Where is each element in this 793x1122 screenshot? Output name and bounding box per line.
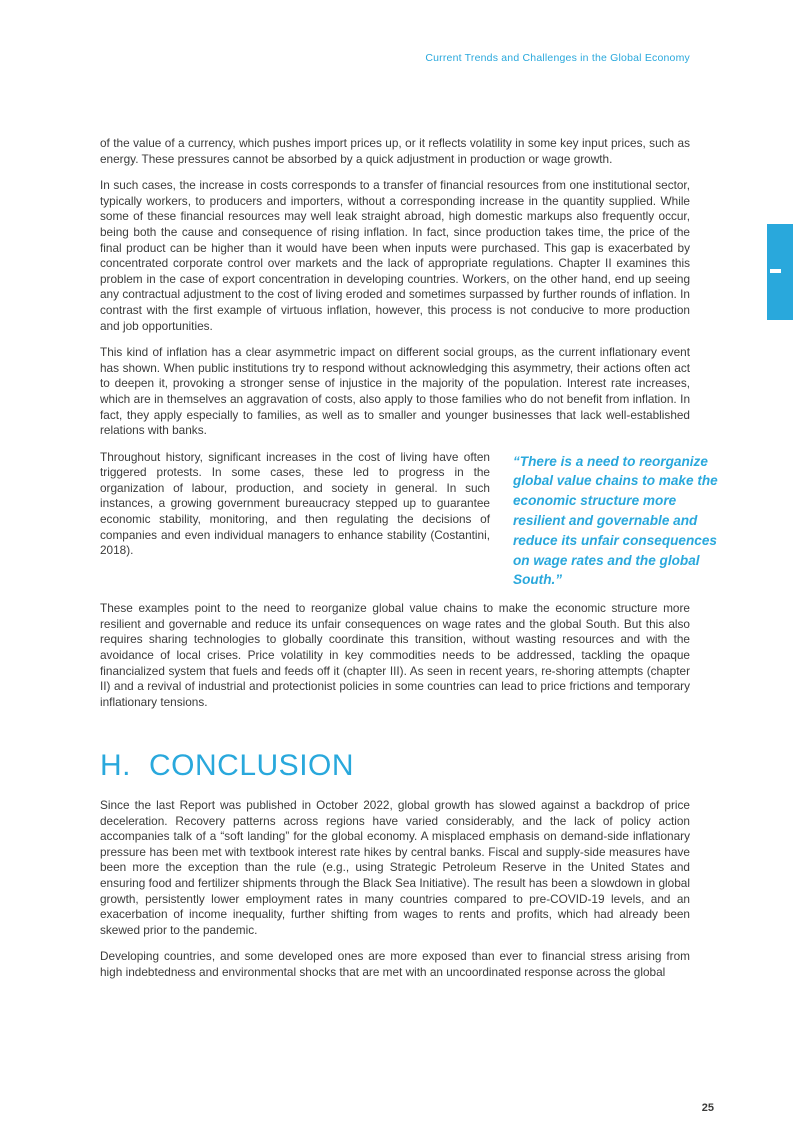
running-header: Current Trends and Challenges in the Global Economy [425, 52, 690, 64]
chapter-tab [767, 224, 793, 320]
page-number: 25 [701, 1102, 714, 1114]
body-paragraph: These examples point to the need to reorganize global value chains to make the economic structure more resilient and governable and reduce its unfair consequences on wage rates and the global South. But this also requires sharing technologies to globally coordinate this transition, without wasting resources and with the avoidance of local crises. Price volatility in key commodities needs to be addressed, tackling the opaque financialized system that fuels and feeds off it (chapter III). As seen in recent years, re-shoring attempts (chapter II) and a revival of industrial and protectionist policies in some countries can lead to price frictions and temporary inflationary tensions. [100, 601, 690, 709]
section-heading [100, 749, 690, 783]
body-paragraph: In such cases, the increase in costs corresponds to a transfer of financial resources from one institutional sector, typically workers, to producers and importers, without a corresponding increase in the quantity supplied. While some of these financial resources may well leak straight abroad, high domestic markups also frequently occur, being both the cause and consequence of rising inflation. In fact, since production takes time, the price of the final product can be higher than it would have been when inputs were purchased. This gap is exacerbated by concentrated corporate control over markets and the lack of appropriate regulations. Chapter II examines this problem in the case of export concentration in developing countries. Workers, on the other hand, end up seeing any contractual adjustment to the cost of living eroded and sometimes surpassed by further rounds of inflation. In contrast with the first example of virtuous inflation, however, this process is not conducive to more production and job opportunities. [100, 178, 690, 333]
pull-quote: “There is a need to reorganize global value chains to make the economic structure more resilient and governable and reduce its unfair consequences on wage rates and the global South.” [513, 453, 718, 588]
body-paragraph: Developing countries, and some developed ones are more exposed than ever to financial stress arising from high indebtedness and environmental shocks that are met with an uncoordinated response across the global [100, 949, 690, 979]
quote-row [100, 450, 730, 591]
section-heading-label: H. [100, 749, 131, 783]
body-paragraph: Throughout history, significant increases in the cost of living have often triggered protests. In some cases, these led to progress in the organization of labour, production, and society in general. In such instances, a growing government bureaucracy stepped up to guarantee economic stability, monitoring, and then regulating the decisions of companies and even individual managers to enhance stability (Costantini, 2018). [100, 449, 490, 558]
section-heading-title: CONCLUSION [149, 749, 355, 783]
dash-icon [770, 269, 781, 273]
body-paragraph: Since the last Report was published in October 2022, global growth has slowed against a backdrop of price deceleration. Recovery patterns across regions have varied considerably, and the lack of policy action accompanies talk of a “soft landing” for the global economy. A misplaced emphasis on demand-side inflationary pressure has been met with textbook interest rate hikes by central banks. Fiscal and supply-side measures have been more the exception than the rule (e.g., using Strategic Petroleum Reserve in the United States and ensuring food and fertilizer shipments through the Black Sea Initiative). The result has been a slowdown in global growth, persistently lower employment rates in many countries compared to pre-COVID-19 levels, and an exacerbation of income inequality, further shifting from wages to rents and profits, which had already been skewed prior to the pandemic. [100, 798, 690, 937]
body-paragraph: of the value of a currency, which pushes import prices up, or it reflects volatility in some key input prices, such as energy. These pressures cannot be absorbed by a quick adjustment in production or wage growth. [100, 136, 690, 166]
body-paragraph: This kind of inflation has a clear asymmetric impact on different social groups, as the current inflationary event has shown. When public institutions try to respond without acknowledging this asymmetry, their actions often act to deepen it, provoking a stronger sense of injustice in the majority of the population. Interest rate increases, which are in themselves an aggravation of costs, also apply to those families who do not benefit from inflation. In fact, they apply especially to families, as well as to smaller and younger businesses that lack well-established relations with banks. [100, 345, 690, 438]
page-content [100, 136, 718, 992]
